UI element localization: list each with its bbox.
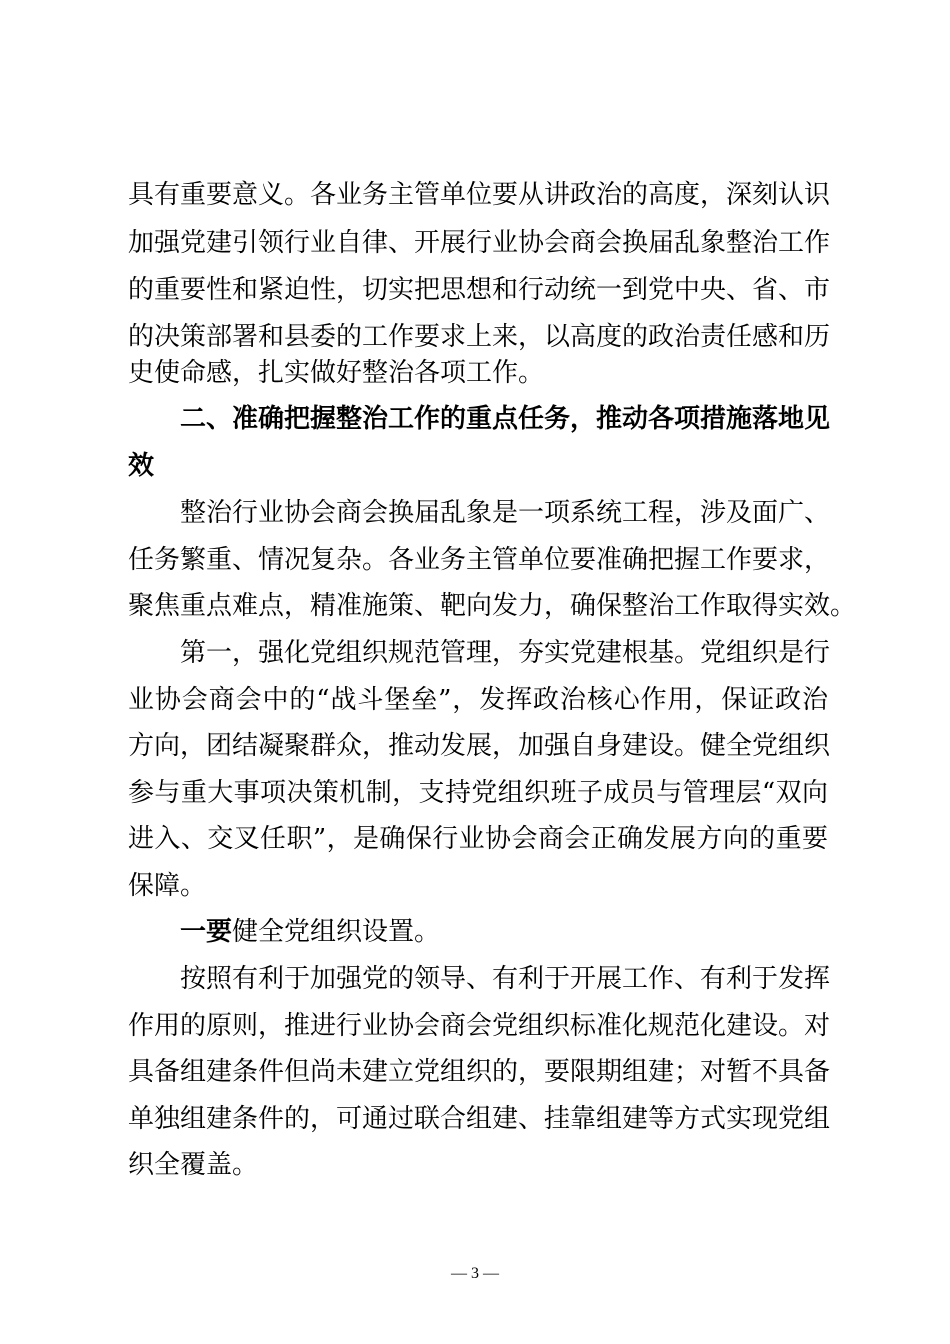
body-line: 单独组建条件的，可通过联合组建、挂靠组建等方式实现党组: [128, 1104, 831, 1134]
body-line: 方向，团结凝聚群众，推动发展，加强自身建设。健全党组织: [128, 731, 831, 761]
page-number: — 3 —: [451, 1265, 499, 1282]
body-line: 参与重大事项决策机制，支持党组织班子成员与管理层“双向: [128, 778, 828, 808]
body-line: 聚焦重点难点，精准施策、靶向发力，确保整治工作取得实效。: [128, 591, 857, 621]
body-line: 第一，强化党组织规范管理，夯实党建根基。党组织是行: [180, 638, 831, 668]
body-line: 按照有利于加强党的领导、有利于开展工作、有利于发挥: [180, 964, 831, 994]
body-line: 史使命感，扎实做好整治各项工作。: [128, 358, 545, 388]
body-line: 任务繁重、情况复杂。各业务主管单位要准确把握工作要求，: [128, 545, 831, 575]
body-line: 作用的原则，推进行业协会商会党组织标准化规范化建设。对: [128, 1011, 831, 1041]
body-line: 加强党建引领行业自律、开展行业协会商会换届乱象整治工作: [128, 228, 831, 258]
subsection-text: 健全党组织设置。: [232, 917, 441, 947]
body-line: 的决策部署和县委的工作要求上来，以高度的政治责任感和历: [128, 322, 831, 352]
section-heading: 二、准确把握整治工作的重点任务，推动各项措施落地见: [180, 404, 831, 434]
body-line: 保障。: [128, 871, 207, 901]
bold-lead: 一要: [180, 917, 233, 947]
section-heading-continued: 效: [128, 451, 155, 481]
body-line: 整治行业协会商会换届乱象是一项系统工程，涉及面广、: [180, 498, 831, 528]
body-line: 的重要性和紧迫性，切实把思想和行动统一到党中央、省、市: [128, 275, 831, 305]
body-line: 具有重要意义。各业务主管单位要从讲政治的高度，深刻认识: [128, 180, 831, 210]
subsection-line: [180, 909, 828, 955]
body-line: 织全覆盖。: [128, 1150, 259, 1180]
body-line: 进入、交叉任职”，是确保行业协会商会正确发展方向的重要: [128, 824, 828, 854]
body-line: 具备组建条件但尚未建立党组织的，要限期组建；对暂不具备: [128, 1057, 831, 1087]
body-line: 业协会商会中的“战斗堡垒”，发挥政治核心作用，保证政治: [128, 685, 828, 715]
